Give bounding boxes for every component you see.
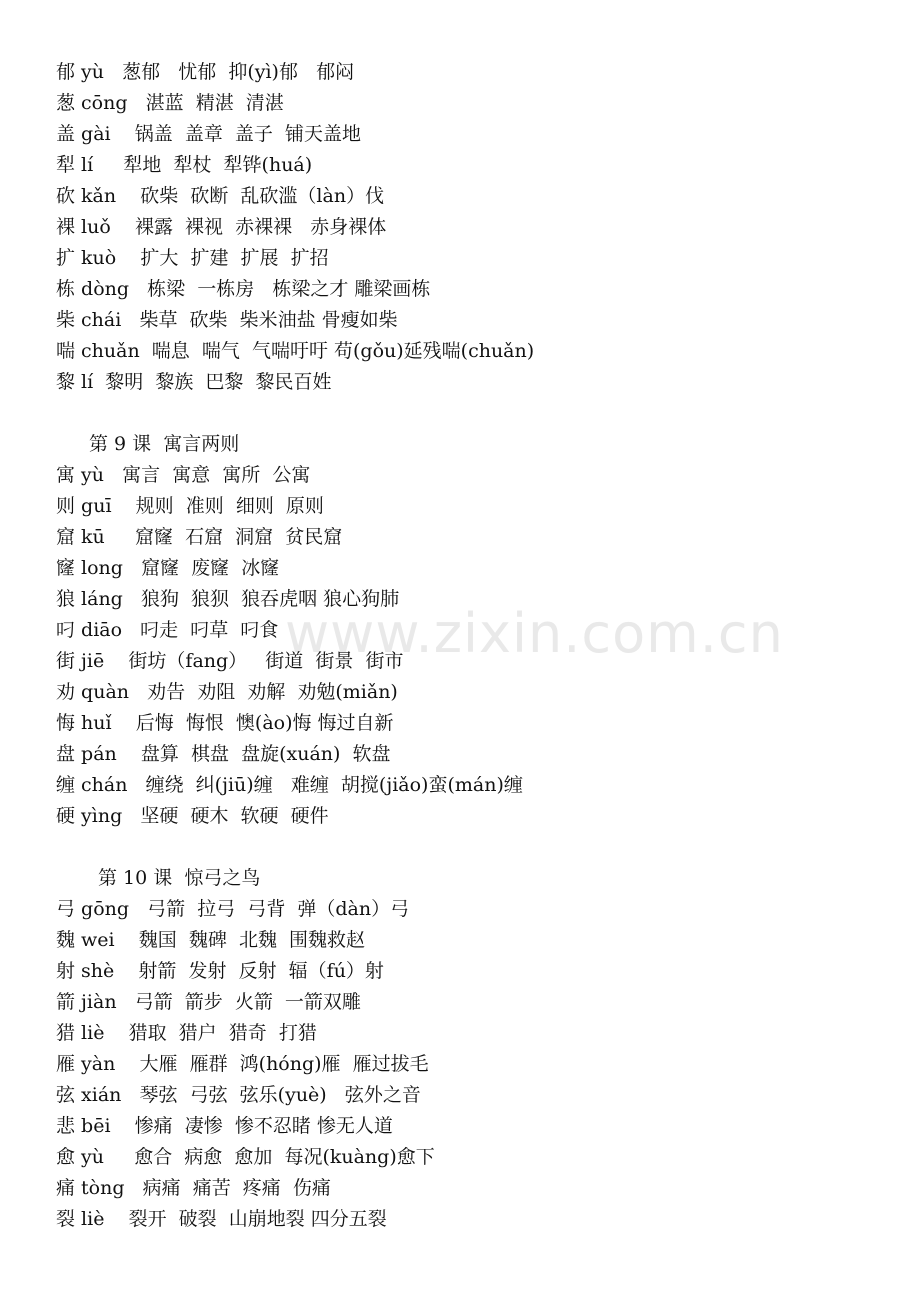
- vocab-line: 魏 wei 魏国 魏碑 北魏 围魏救赵: [56, 929, 366, 951]
- vocab-line: 喘 chuǎn 喘息 喘气 气喘吁吁 苟(gǒu)延残喘(chuǎn): [56, 340, 535, 362]
- spacer: [56, 832, 896, 863]
- lesson-heading: 第 9 课 寓言两则: [89, 433, 240, 455]
- watermark: www.zixin.com.cn: [285, 602, 784, 665]
- vocab-line: 柴 chái 柴草 砍柴 柴米油盐 骨瘦如柴: [56, 309, 398, 331]
- vocab-line: 寓 yù 寓言 寓意 寓所 公寓: [56, 464, 311, 486]
- vocab-line: 砍 kǎn 砍柴 砍断 乱砍滥（làn）伐: [56, 185, 385, 207]
- vocab-line: 射 shè 射箭 发射 反射 辐（fú）射: [56, 960, 384, 982]
- vocab-line: 扩 kuò 扩大 扩建 扩展 扩招: [56, 247, 329, 269]
- lesson-heading: 第 10 课 惊弓之鸟: [98, 867, 261, 889]
- vocab-line: 黎 lí 黎明 黎族 巴黎 黎民百姓: [56, 371, 332, 393]
- vocab-line: 猎 liè 猎取 猎户 猎奇 打猎: [56, 1022, 317, 1044]
- vocab-line: 悔 huǐ 后悔 悔恨 懊(ào)悔 悔过自新: [56, 712, 394, 734]
- vocab-line: 栋 dòng 栋梁 一栋房 栋梁之才 雕梁画栋: [56, 278, 431, 300]
- section-lesson-10: [56, 863, 896, 1235]
- vocab-line: 犁 lí 犁地 犁杖 犁铧(huá): [56, 154, 313, 176]
- vocab-line: 盘 pán 盘算 棋盘 盘旋(xuán) 软盘: [56, 743, 391, 765]
- vocab-line: 缠 chán 缠绕 纠(jiū)缠 难缠 胡搅(jiǎo)蛮(mán)缠: [56, 774, 523, 796]
- vocab-line: 雁 yàn 大雁 雁群 鸿(hóng)雁 雁过拔毛: [56, 1053, 429, 1075]
- vocab-line: 硬 yìng 坚硬 硬木 软硬 硬件: [56, 805, 329, 827]
- document-page: [56, 57, 896, 1235]
- section-lesson-9: [56, 429, 896, 832]
- vocab-line: 葱 cōng 湛蓝 精湛 清湛: [56, 92, 284, 114]
- vocab-line: 裂 liè 裂开 破裂 山崩地裂 四分五裂: [56, 1208, 387, 1230]
- vocab-line: 愈 yù 愈合 病愈 愈加 每况(kuàng)愈下: [56, 1146, 435, 1168]
- vocab-line: 窟 kū 窟窿 石窟 洞窟 贫民窟: [56, 526, 343, 548]
- vocab-line: 弓 gōng 弓箭 拉弓 弓背 弹（dàn）弓: [56, 898, 410, 920]
- vocab-line: 狼 láng 狼狗 狼狈 狼吞虎咽 狼心狗肺: [56, 588, 400, 610]
- vocab-line: 盖 gài 锅盖 盖章 盖子 铺天盖地: [56, 123, 362, 145]
- vocab-line: 窿 long 窟窿 废窿 冰窿: [56, 557, 280, 579]
- vocab-line: 街 jiē 街坊（fang） 街道 街景 街市: [56, 650, 404, 672]
- vocab-line: 叼 diāo 叼走 叼草 叼食: [56, 619, 279, 641]
- vocab-line: 郁 yù 葱郁 忧郁 抑(yì)郁 郁闷: [56, 61, 355, 83]
- vocab-line: 则 guī 规则 准则 细则 原则: [56, 495, 324, 517]
- spacer: [56, 398, 896, 429]
- vocab-line: 弦 xián 琴弦 弓弦 弦乐(yuè) 弦外之音: [56, 1084, 421, 1106]
- section-vocabulary-a: [56, 57, 896, 398]
- vocab-line: 裸 luǒ 裸露 裸视 赤裸裸 赤身裸体: [56, 216, 387, 238]
- vocab-line: 劝 quàn 劝告 劝阻 劝解 劝勉(miǎn): [56, 681, 398, 703]
- vocab-line: 悲 bēi 惨痛 凄惨 惨不忍睹 惨无人道: [56, 1115, 393, 1137]
- vocab-line: 痛 tòng 病痛 痛苦 疼痛 伤痛: [56, 1177, 331, 1199]
- vocab-line: 箭 jiàn 弓箭 箭步 火箭 一箭双雕: [56, 991, 361, 1013]
